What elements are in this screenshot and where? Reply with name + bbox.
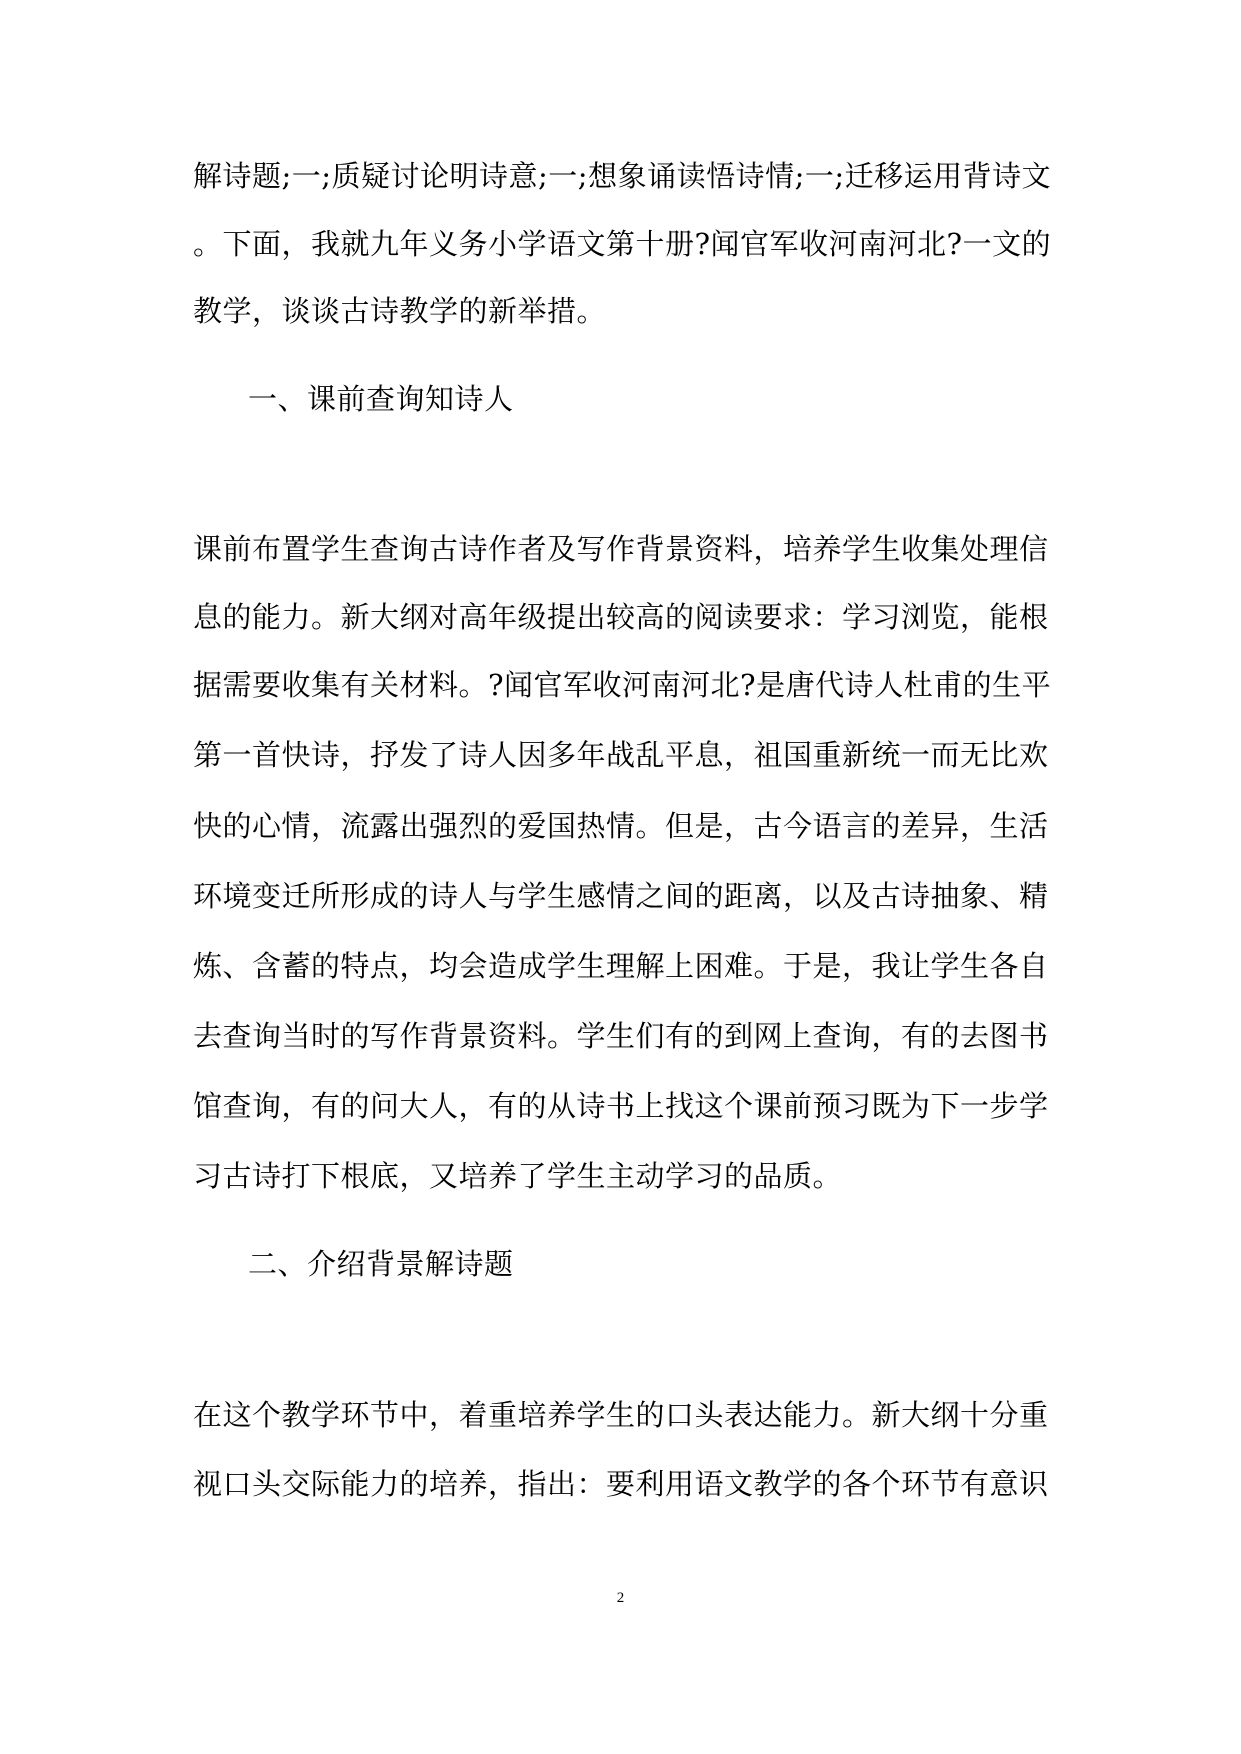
section1-line-3: 据需要收集有关材料。?闻官军收河南河北?是唐代诗人杜甫的生平	[193, 668, 1052, 702]
intro-line-3: 教学，谈谈古诗教学的新举措。	[193, 294, 607, 328]
section-heading-1: 一、课前查询知诗人	[248, 382, 514, 416]
section1-line-1: 课前布置学生查询古诗作者及写作背景资料，培养学生收集处理信	[193, 532, 1049, 566]
section1-line-5: 快的心情，流露出强烈的爱国热情。但是，古今语言的差异，生活	[193, 809, 1049, 843]
section2-line-2: 视口头交际能力的培养，指出：要利用语文教学的各个环节有意识	[193, 1467, 1049, 1501]
section1-line-2: 息的能力。新大纲对高年级提出较高的阅读要求：学习浏览，能根	[193, 600, 1049, 634]
intro-line-1: 解诗题;一;质疑讨论明诗意;一;想象诵读悟诗情;一;迁移运用背诗文	[193, 159, 1052, 193]
page-number: 2	[616, 1590, 625, 1606]
section-heading-2: 二、介绍背景解诗题	[248, 1247, 514, 1281]
intro-line-2: 。下面，我就九年义务小学语文第十册?闻官军收河南河北?一文的	[193, 227, 1052, 261]
section1-line-9: 馆查询，有的问大人，有的从诗书上找这个课前预习既为下一步学	[193, 1089, 1049, 1123]
section1-line-4: 第一首快诗，抒发了诗人因多年战乱平息，祖国重新统一而无比欢	[193, 738, 1049, 772]
section2-line-1: 在这个教学环节中，着重培养学生的口头表达能力。新大纲十分重	[193, 1398, 1049, 1432]
section1-line-8: 去查询当时的写作背景资料。学生们有的到网上查询，有的去图书	[193, 1019, 1049, 1053]
section1-line-6: 环境变迁所形成的诗人与学生感情之间的距离，以及古诗抽象、精	[193, 879, 1049, 913]
section1-line-7: 炼、含蓄的特点，均会造成学生理解上困难。于是，我让学生各自	[193, 949, 1049, 983]
section1-line-10: 习古诗打下根底，又培养了学生主动学习的品质。	[193, 1159, 843, 1193]
